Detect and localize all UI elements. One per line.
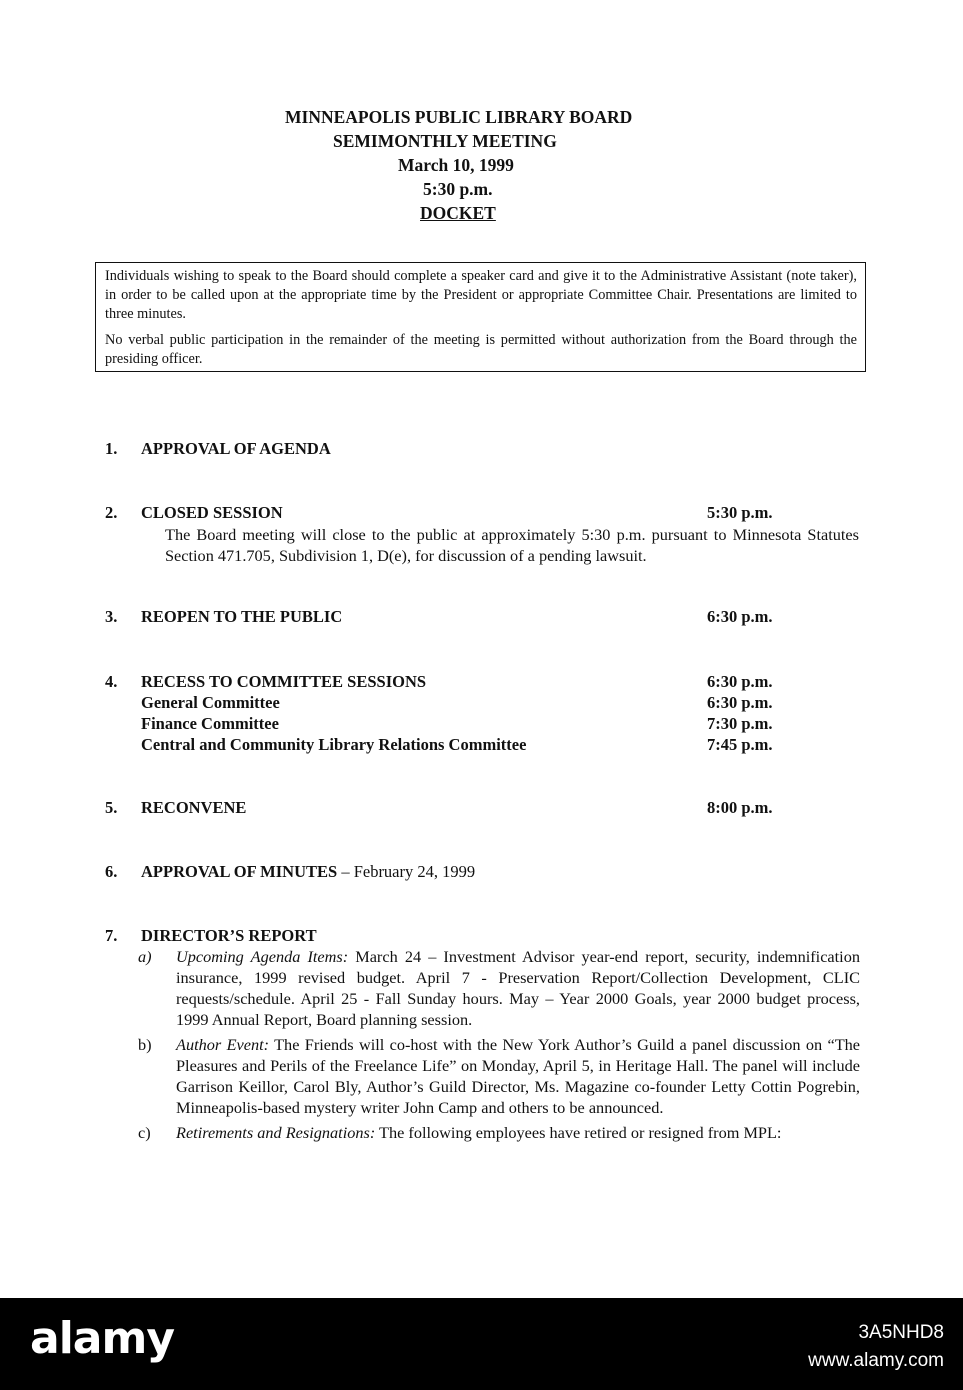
item-title: DIRECTOR’S REPORT [141,926,317,945]
board-name: MINNEAPOLIS PUBLIC LIBRARY BOARD [285,107,633,127]
docket-title: DOCKET [420,203,496,223]
list-label: c) [138,1123,151,1142]
item-title: RECESS TO COMMITTEE SESSIONS [141,672,427,691]
meeting-time: 5:30 p.m. [423,179,493,199]
list-text: The Friends will co-host with the New York Author’s Guild a panel discussion on “The Pleasures and Perils of the Freelance Life” on Monday, April 5, in Heritage Hall. The panel will include Garrison Keillor, Carol Bly, Author’s Guild Director, Ms. Magazine co-founder Letty Cottin Pogrebin, Minneapolis-based mystery writer John Camp and others to be announced. [176,1035,861,1117]
item-time: 5:30 p.m. [707,503,773,522]
committee-name: Central and Community Library Relations Committee [141,735,527,754]
item-title: REOPEN TO THE PUBLIC [141,607,343,626]
list-key: Upcoming Agenda Items: [176,947,349,966]
public-notice-box [95,262,866,372]
item-number: 3. [105,607,118,626]
committee-time: 7:45 p.m. [707,735,773,754]
item-description: The Board meeting will close to the public at approximately 5:30 p.m. pursuant to Minnesota Statutes Section 471.705, Subdivision 1, D(e), for discussion of a pending lawsuit. [165,525,859,565]
list-item [138,1034,860,1118]
item-number: 6. [105,862,118,881]
item-time: 6:30 p.m. [707,607,773,626]
committee-time: 7:30 p.m. [707,714,773,733]
item-title: RECONVENE [141,798,247,817]
committee-name: Finance Committee [141,714,279,733]
notice-paragraph: No verbal public participation in the remainder of the meeting is permitted without authorization from the Board through the presiding officer. [105,332,857,367]
notice-paragraph: Individuals wishing to speak to the Board should complete a speaker card and give it to the Administrative Assistant (note taker), in order to be called upon at the appropriate time by the President or appropriate Committee Chair. Presentations are limited to three minutes. [105,268,857,322]
list-key: Author Event: [176,1035,270,1054]
committee-name: General Committee [141,693,280,712]
list-label: a) [138,947,152,966]
item-title-text: APPROVAL OF MINUTES [141,862,338,881]
item-number: 2. [105,503,118,522]
list-label: b) [138,1035,152,1054]
item-title: CLOSED SESSION [141,503,283,522]
minutes-date: – February 24, 1999 [337,862,476,881]
item-number: 4. [105,672,118,691]
list-text: March 24 – Investment Advisor year-end report, security, indemnification insurance, 1999 revised budget. April 7 - Preservation Report/Collection Development, CLIC requests/schedule. April 25 - Fall Sunday hours. May – Year 2000 Goals, year 2000 budget process, 1999 Annual Report, Board planning session. [176,947,860,1029]
meeting-date: March 10, 1999 [398,155,514,175]
watermark-url: www.alamy.com [808,1350,944,1371]
item-time: 6:30 p.m. [707,672,773,691]
item-number: 1. [105,439,118,458]
item-time: 8:00 p.m. [707,798,773,817]
item-number: 5. [105,798,118,817]
list-item [138,946,860,1030]
list-text: The following employees have retired or resigned from MPL: [375,1123,782,1142]
directors-report-list [138,946,860,1147]
item-title: APPROVAL OF AGENDA [141,439,331,458]
list-key: Retirements and Resignations: [176,1123,376,1142]
meeting-type: SEMIMONTHLY MEETING [333,131,557,151]
image-code: 3A5NHD8 [858,1322,944,1343]
item-number: 7. [105,926,118,945]
item-title [141,861,475,882]
list-item [138,1122,860,1143]
alamy-logo: alamy [30,1313,174,1364]
committee-time: 6:30 p.m. [707,693,773,712]
watermark-bar [0,1298,963,1390]
